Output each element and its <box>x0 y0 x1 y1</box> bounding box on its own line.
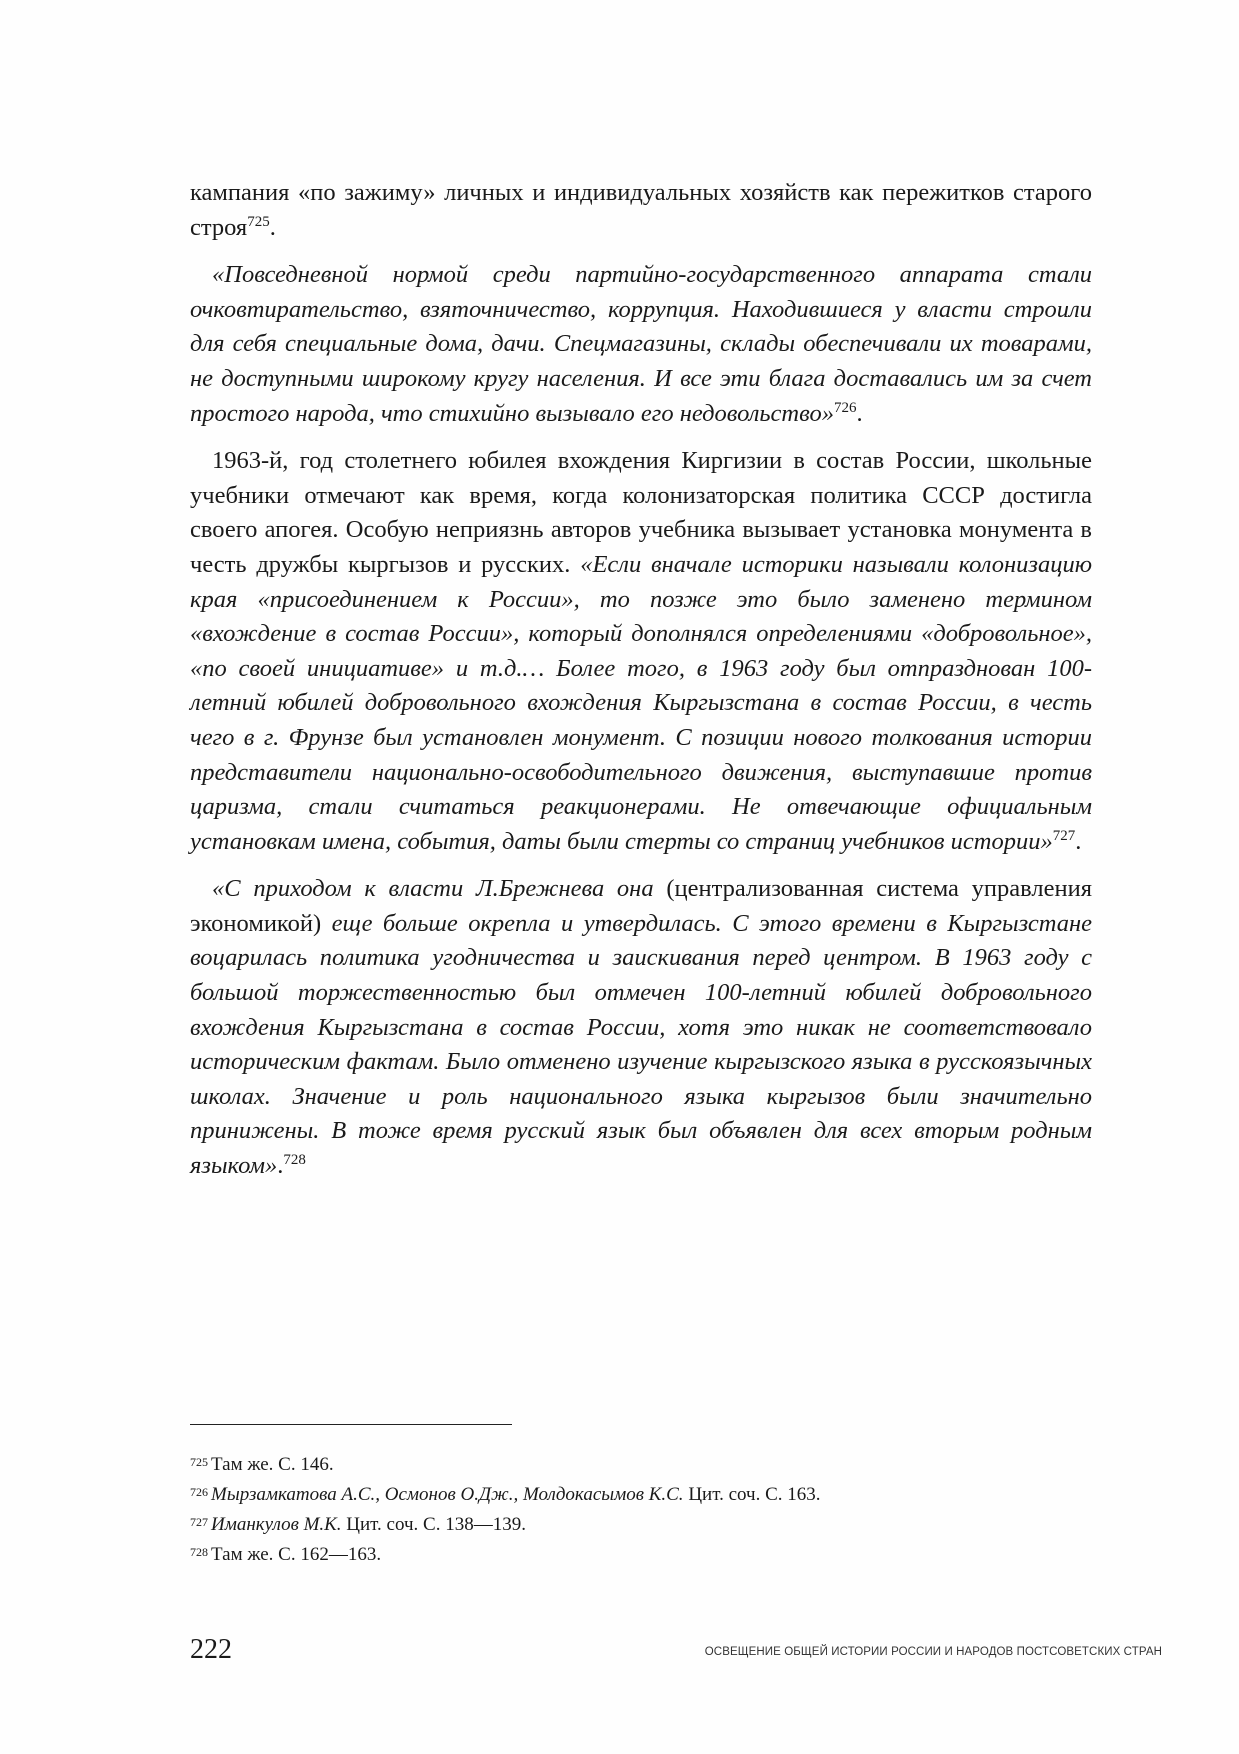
inserted-clarification: (централизованная система управления экономикой) <box>190 875 1092 937</box>
punctuation: . <box>269 213 276 241</box>
paragraph-3 <box>190 444 1092 859</box>
footnote-728 <box>190 1540 1090 1570</box>
footnote-author: Мырзамкатова А.С., Осмонов О.Дж., Молдокасымов К.С. <box>211 1484 684 1505</box>
main-text <box>190 176 1092 1197</box>
footnote-text: Там же. С. 146. <box>211 1454 334 1475</box>
quote-text: «Повседневной нормой среди партийно-государственного аппарата стали очковтирательство, взяточничество, коррупция. Находившиеся у власти строили для себя специальные дома, дачи. Спецмагазины, склады обеспечивали их товарами, не доступными широкому кругу населения. И все эти блага доставались им за счет простого народа, что стихийно вызывало его недовольство» <box>190 261 1092 427</box>
paragraph-2-quote <box>190 258 1092 431</box>
footnotes <box>190 1450 1090 1570</box>
footnote-author: Иманкулов М.К. <box>211 1514 342 1535</box>
footnote-number: 726 <box>190 1485 208 1499</box>
quote-text-start: «С приходом к власти Л.Брежнева она <box>212 875 654 903</box>
paragraph-1 <box>190 176 1092 245</box>
footnote-ref-726[interactable]: 726 <box>833 399 857 416</box>
running-title: ОСВЕЩЕНИЕ ОБЩЕЙ ИСТОРИИ РОССИИ И НАРОДОВ ПОСТСОВЕТСКИХ СТРАН <box>704 1646 1162 1658</box>
footnote-text: Цит. соч. С. 163. <box>683 1484 821 1505</box>
quote-text-continued: еще больше окрепла и утвердилась. С этого времени в Кыргызстане воцарилась политика угодничества и заискивания перед центром. В 1963 году с большой торжественностью был отмечен 100-летний юбилей добровольного вхождения Кыргызстана в состав России, хотя это никак не соответствовало историческим фактам. Было отменено изучение кыргызского языка в русскоязычных школах. Значение и роль национального языка кыргызов были значительно принижены. В тоже время русский язык был объявлен для всех вторым родным языком» <box>190 909 1092 1180</box>
footnote-number: 728 <box>190 1545 208 1559</box>
page-number: 222 <box>190 1634 232 1665</box>
footnote-number: 727 <box>190 1515 208 1529</box>
footnote-726 <box>190 1480 1090 1510</box>
footnote-ref-728[interactable]: 728 <box>283 1151 306 1168</box>
paragraph-text: кампания «по зажиму» личных и индивидуальных хозяйств как пережитков старого строя <box>190 179 1092 241</box>
footnote-number: 725 <box>190 1455 208 1469</box>
footnote-text: Цит. соч. С. 138—139. <box>341 1514 526 1535</box>
punctuation: . <box>1075 827 1082 855</box>
footnote-ref-727[interactable]: 727 <box>1052 827 1076 844</box>
paragraph-text: 1963-й, год столетнего юбилея вхождения Киргизии в состав России, школьные учебники отмечают как время, когда колонизаторская политика СССР достигла своего апогея. Особую неприязнь авторов учебника вызывает установка монумента в честь дружбы кыргызов и русских. <box>190 447 1092 578</box>
footnote-ref-725[interactable]: 725 <box>247 213 270 230</box>
punctuation: . <box>277 1152 284 1180</box>
footnote-725 <box>190 1450 1090 1480</box>
punctuation: . <box>856 399 863 427</box>
paragraph-4-quote <box>190 872 1092 1183</box>
footnote-text: Там же. С. 162—163. <box>211 1544 382 1565</box>
footnote-727 <box>190 1510 1090 1540</box>
quote-text: «Если вначале историки называли колонизацию края «присоединением к России», то позже это было заменено термином «вхождение в состав России», который дополнялся определениями «добровольное», «по своей инициативе» и т.д.… Более того, в 1963 году был отпразднован 100-летний юбилей добровольного вхождения Кыргызстана в состав России, в честь чего в г. Фрунзе был установлен монумент. С позиции нового толкования истории представители национально-освободительного движения, выступавшие против царизма, стали считаться реакционерами. Не отвечающие официальным установкам имена, события, даты были стерты со страниц учебников истории» <box>190 550 1092 855</box>
footnote-separator <box>190 1424 512 1425</box>
